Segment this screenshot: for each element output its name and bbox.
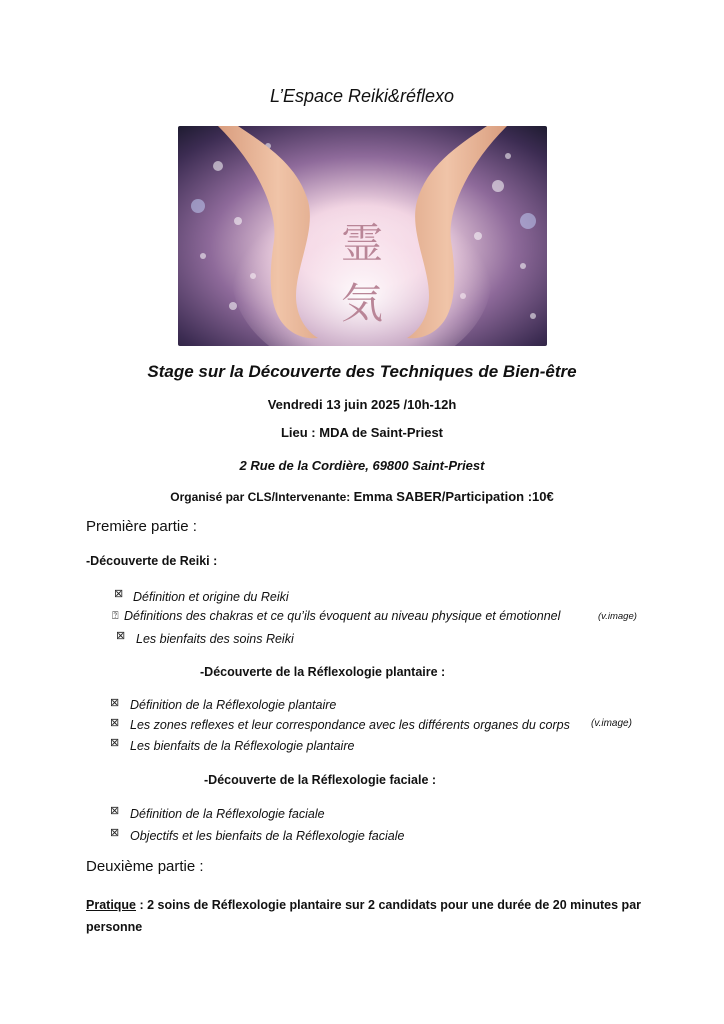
reiki-item-text: Définitions des chakras et ce qu’ils évoquent au niveau physique et émotionnel xyxy=(124,609,561,623)
organizer-details: Emma SABER/Participation :10€ xyxy=(353,489,554,504)
reiki-item: Définition et origine du Reiki xyxy=(133,590,289,604)
pratique-text: : 2 soins de Réflexologie plantaire sur 2 candidats pour une durée de 20 minutes par personne xyxy=(86,898,642,934)
part1-heading: Première partie : xyxy=(86,518,197,535)
pratique-paragraph xyxy=(86,894,646,938)
image-note: (v.image) xyxy=(598,611,637,622)
pratique-label: Pratique xyxy=(86,898,137,912)
section-reiki-heading: -Découverte de Reiki : xyxy=(86,554,218,568)
event-subtitle: Stage sur la Découverte des Techniques de Bien-être xyxy=(147,362,577,381)
reiki-hands-illustration xyxy=(178,126,547,346)
reiki-kanji-top: 霊 xyxy=(340,219,384,268)
faciale-item: Définition de la Réflexologie faciale xyxy=(130,807,325,821)
organizer-prefix: Organisé par CLS/Intervenante: xyxy=(170,490,354,504)
checkbox-icon: ⊠ xyxy=(110,805,120,817)
reiki-item xyxy=(124,609,560,623)
event-organizer xyxy=(0,489,724,504)
reiki-kanji-bottom: 気 xyxy=(340,279,384,328)
checkbox-icon: ⊠ xyxy=(110,737,120,749)
plantaire-item: Définition de la Réflexologie plantaire xyxy=(130,698,337,712)
plantaire-item: Les zones reflexes et leur correspondance avec les différents organes du corps xyxy=(130,718,570,732)
plantaire-item: Les bienfaits de la Réflexologie plantaire xyxy=(130,739,355,753)
event-address: 2 Rue de la Cordière, 69800 Saint-Priest xyxy=(239,458,485,473)
event-date: Vendredi 13 juin 2025 /10h-12h xyxy=(267,397,457,412)
checkbox-icon: ⊠ xyxy=(110,697,120,709)
section-faciale-heading: -Découverte de la Réflexologie faciale : xyxy=(204,773,437,787)
checkbox-icon: ⊠ xyxy=(110,717,120,729)
section-plantaire-heading: -Découverte de la Réflexologie plantaire : xyxy=(200,665,446,679)
event-location: Lieu : MDA de Saint-Priest xyxy=(280,425,444,440)
part2-heading: Deuxième partie : xyxy=(86,858,204,875)
checkbox-icon: ⊠ xyxy=(114,588,124,600)
page-title: L’Espace Reiki&réflexo xyxy=(269,86,455,106)
checkbox-icon: ⊠ xyxy=(110,827,120,839)
faciale-item: Objectifs et les bienfaits de la Réflexologie faciale xyxy=(130,829,405,843)
checkbox-icon: ⍰ xyxy=(112,610,119,622)
image-note: (v.image) xyxy=(591,718,632,729)
reiki-item: Les bienfaits des soins Reiki xyxy=(136,632,294,646)
checkbox-icon: ⊠ xyxy=(116,630,126,642)
hero-image xyxy=(178,126,547,346)
